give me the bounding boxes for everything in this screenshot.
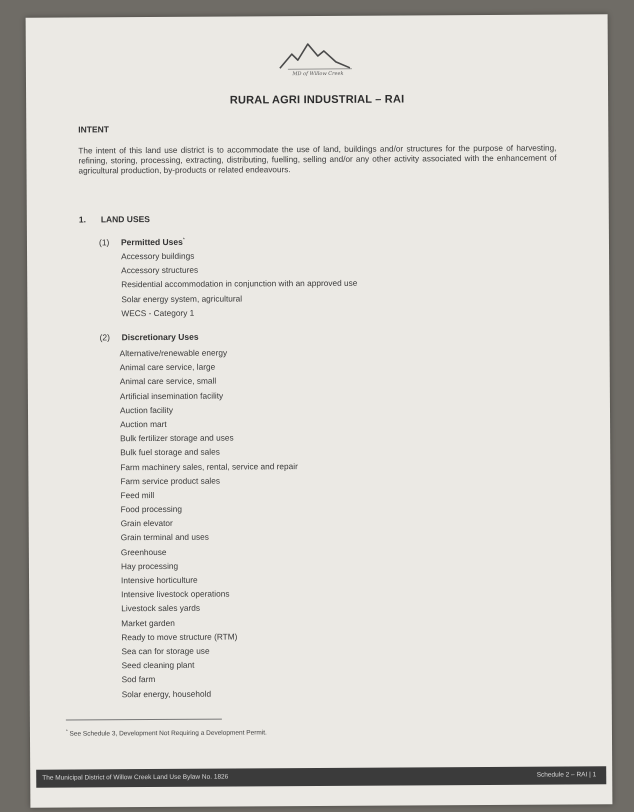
subsection-number: (2) bbox=[99, 332, 110, 343]
footnote-divider bbox=[66, 719, 222, 721]
discretionary-uses-list bbox=[120, 345, 300, 701]
list-item: Grain elevator bbox=[120, 518, 173, 529]
page-title: RURAL AGRI INDUSTRIAL – RAI bbox=[229, 93, 405, 107]
logo-text: MD of Willow Creek bbox=[292, 70, 344, 78]
list-item: Sea can for storage use bbox=[121, 645, 210, 657]
list-item: Solar energy system, agricultural bbox=[121, 293, 243, 304]
footnote-marker: * bbox=[65, 728, 68, 734]
footer-page-ref: Schedule 2 – RAI | 1 bbox=[536, 771, 597, 779]
list-item: Animal care service, large bbox=[119, 361, 216, 373]
discretionary-uses-heading bbox=[100, 332, 199, 343]
list-item: Artificial insemination facility bbox=[119, 390, 224, 401]
document-page bbox=[26, 14, 613, 808]
list-item: Accessory structures bbox=[121, 264, 199, 276]
list-item: Hay processing bbox=[120, 560, 179, 572]
subsection-number: (1) bbox=[98, 237, 110, 248]
mountain-logo-icon bbox=[278, 38, 368, 87]
list-item: Auction facility bbox=[119, 404, 174, 415]
intent-heading: INTENT bbox=[78, 124, 110, 135]
list-item: Food processing bbox=[120, 503, 182, 515]
list-item: WECS - Category 1 bbox=[121, 307, 195, 318]
list-item: Seed cleaning plant bbox=[121, 659, 195, 671]
list-item: Sod farm bbox=[121, 674, 156, 685]
footnote-text: See Schedule 3, Development Not Requiring a Development Permit. bbox=[69, 729, 267, 738]
intent-paragraph: The intent of this land use district is to accommodate the use of land, buildings and/or structures for the purpose of harvesting, refining, storing, processing, extracting, distributing, fuelling, selling and/or any other activity associated with the enhancement of agricultural production, by-products or related endeavours. bbox=[78, 143, 557, 176]
list-item: Bulk fuel storage and sales bbox=[120, 446, 220, 458]
list-item: Intensive horticulture bbox=[120, 574, 198, 586]
subsection-title: Discretionary Uses bbox=[121, 331, 199, 343]
permitted-uses-list bbox=[121, 248, 358, 320]
footer-bylaw-title: The Municipal District of Willow Creek Land Use Bylaw No. 1826 bbox=[42, 773, 229, 782]
permitted-uses-heading bbox=[99, 237, 185, 248]
list-item: Alternative/renewable energy bbox=[119, 347, 228, 359]
list-item: Greenhouse bbox=[120, 546, 167, 557]
section-heading-land-uses bbox=[79, 214, 150, 224]
mountain-logo-graphic bbox=[278, 38, 358, 72]
page-footer bbox=[36, 766, 606, 787]
list-item: Grain terminal and uses bbox=[120, 532, 209, 543]
list-item: Auction mart bbox=[120, 418, 167, 430]
footnote bbox=[66, 727, 267, 737]
list-item: Feed mill bbox=[120, 489, 155, 501]
list-item: Solar energy, household bbox=[121, 688, 212, 699]
list-item: Intensive livestock operations bbox=[121, 588, 230, 600]
subsection-title: Permitted Uses bbox=[120, 236, 183, 248]
list-item: Farm service product sales bbox=[120, 475, 221, 486]
list-item: Accessory buildings bbox=[121, 250, 195, 262]
list-item: Residential accommodation in conjunction with an approved use bbox=[121, 278, 358, 290]
section-number: 1. bbox=[78, 214, 86, 225]
list-item: Livestock sales yards bbox=[121, 603, 201, 614]
section-title: LAND USES bbox=[100, 214, 150, 225]
list-item: Animal care service, small bbox=[119, 376, 217, 387]
list-item: Farm machinery sales, rental, service and repair bbox=[120, 460, 298, 472]
list-item: Ready to move structure (RTM) bbox=[121, 631, 238, 642]
list-item: Market garden bbox=[121, 617, 175, 628]
list-item: Bulk fertilizer storage and uses bbox=[120, 432, 234, 444]
footnote-marker: * bbox=[182, 236, 185, 244]
